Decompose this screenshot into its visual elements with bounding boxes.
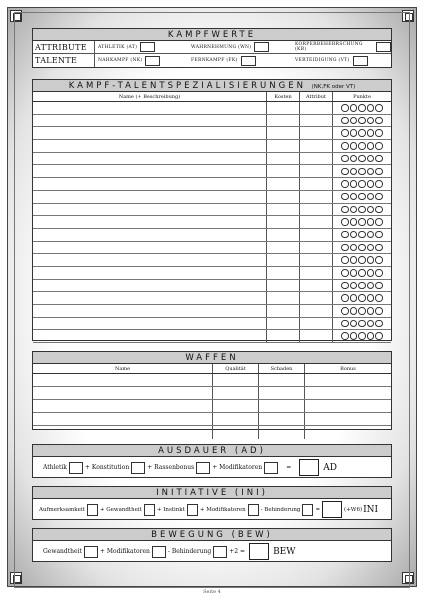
talent-attribut-cell[interactable]: [300, 280, 333, 292]
modifikatoren-input[interactable]: [152, 546, 166, 558]
punkt-circle[interactable]: [375, 231, 383, 239]
waffe-bonus-cell[interactable]: [305, 400, 391, 412]
talent-name-cell[interactable]: [33, 102, 267, 114]
formula-behinderung: - Behinderung: [260, 506, 301, 513]
nahkampf-label: NAHKAMPF (NK): [98, 58, 143, 63]
bewegung-result-field[interactable]: [249, 543, 269, 560]
koerperbeherrschung-label: KÖRPERBEHERRSCHUNG (KB): [295, 42, 363, 52]
talent-kosten-cell[interactable]: [267, 178, 300, 190]
talent-row: [33, 127, 391, 140]
gewandtheit-input[interactable]: [84, 546, 98, 558]
verteidigung-label: VERTEIDIGUNG (VT): [295, 58, 350, 63]
wahrnehmung-field[interactable]: [254, 42, 269, 52]
formula-equals: =: [315, 506, 321, 513]
formula-modifikatoren: + Modifikatoren: [212, 464, 263, 471]
punkt-circle[interactable]: [350, 332, 358, 340]
talent-attribut-cell[interactable]: [300, 267, 333, 279]
talent-kosten-cell[interactable]: [267, 330, 300, 342]
punkt-circle[interactable]: [350, 206, 358, 214]
formula-aufmerksamkeit: Aufmerksamkeit: [39, 506, 85, 513]
formula-modifikatoren: + Modifikatoren: [199, 506, 246, 513]
waffe-qualitaet-cell[interactable]: [213, 400, 259, 412]
punkt-circle[interactable]: [375, 129, 383, 137]
talent-attribut-cell[interactable]: [300, 191, 333, 203]
waffe-schaden-cell[interactable]: [259, 400, 305, 412]
fernkampf-field[interactable]: [241, 56, 256, 66]
waffe-qualitaet-cell[interactable]: [213, 374, 259, 386]
punkt-circle[interactable]: [350, 218, 358, 226]
punkt-circle[interactable]: [367, 231, 375, 239]
rassenbonus-input[interactable]: [196, 462, 210, 474]
talent-row: [33, 140, 391, 153]
punkt-circle[interactable]: [350, 256, 358, 264]
punkt-circle[interactable]: [358, 206, 366, 214]
talent-name-cell[interactable]: [33, 115, 267, 127]
col-bonus: Bonus: [340, 366, 356, 372]
punkt-circle[interactable]: [367, 206, 375, 214]
punkt-circle[interactable]: [375, 117, 383, 125]
talent-attribut-cell[interactable]: [300, 330, 333, 342]
talent-attribut-cell[interactable]: [300, 115, 333, 127]
talent-punkte-cell: [333, 242, 391, 254]
fernkampf-label: FERNKAMPF (FK): [191, 58, 238, 63]
waffe-name-cell[interactable]: [33, 374, 213, 386]
talent-row: [33, 115, 391, 128]
punkt-circle[interactable]: [358, 117, 366, 125]
talent-attribut-cell[interactable]: [300, 229, 333, 241]
page-number: Seite 4: [203, 589, 221, 595]
punkt-circle[interactable]: [350, 129, 358, 137]
punkt-circle[interactable]: [367, 180, 375, 188]
punkt-circle[interactable]: [375, 256, 383, 264]
waffe-qualitaet-cell[interactable]: [213, 413, 259, 425]
talent-name-cell[interactable]: [33, 254, 267, 266]
col-schaden: Schaden: [259, 364, 305, 373]
punkt-circle[interactable]: [367, 294, 375, 302]
punkt-circle[interactable]: [367, 244, 375, 252]
talent-row: [33, 191, 391, 204]
talent-kosten-cell[interactable]: [267, 267, 300, 279]
ausdauer-result-field[interactable]: [299, 459, 319, 476]
punkt-circle[interactable]: [358, 129, 366, 137]
talente-rows: [33, 102, 391, 343]
punkt-circle[interactable]: [367, 218, 375, 226]
punkt-circle[interactable]: [350, 307, 358, 315]
waffe-schaden-cell[interactable]: [259, 387, 305, 399]
talent-punkte-cell: [333, 267, 391, 279]
talent-punkte-cell: [333, 280, 391, 292]
talent-row: [33, 242, 391, 255]
punkt-circle[interactable]: [341, 231, 349, 239]
punkt-circle[interactable]: [358, 155, 366, 163]
punkt-circle[interactable]: [341, 180, 349, 188]
talent-name-cell[interactable]: [33, 178, 267, 190]
talent-row: [33, 318, 391, 331]
talent-name-cell[interactable]: [33, 280, 267, 292]
talent-punkte-cell: [333, 216, 391, 228]
talent-row: [33, 292, 391, 305]
talent-attribut-cell[interactable]: [300, 140, 333, 152]
talent-row: [33, 102, 391, 115]
col-kosten: Kosten: [267, 92, 300, 101]
talent-row: [33, 204, 391, 217]
waffe-schaden-cell[interactable]: [259, 413, 305, 425]
punkt-circle[interactable]: [367, 129, 375, 137]
col-name: Name (+ Beschreibung): [33, 92, 267, 101]
talent-kosten-cell[interactable]: [267, 280, 300, 292]
waffe-row: [33, 387, 391, 400]
talente-header: [33, 92, 391, 102]
col-qualitaet: Qualität: [213, 364, 259, 373]
punkt-circle[interactable]: [367, 332, 375, 340]
punkt-circle[interactable]: [375, 332, 383, 340]
punkt-circle[interactable]: [375, 218, 383, 226]
attribute-label: ATTRIBUTE: [33, 41, 95, 53]
talent-punkte-cell: [333, 292, 391, 304]
athletik-label: ATHLETIK (AT): [98, 44, 138, 50]
formula-modifikatoren: + Modifikatoren: [99, 548, 150, 555]
talent-name-cell[interactable]: [33, 216, 267, 228]
initiative-formula: [33, 499, 391, 520]
talent-attribut-cell[interactable]: [300, 102, 333, 114]
talent-row: [33, 229, 391, 242]
modifikatoren-input[interactable]: [248, 504, 259, 516]
waffe-row: [33, 374, 391, 387]
punkt-circle[interactable]: [358, 142, 366, 150]
punkt-circle[interactable]: [367, 168, 375, 176]
formula-athletik: Athletik: [43, 464, 67, 471]
talente-label: TALENTE: [33, 54, 95, 67]
talent-punkte-cell: [333, 153, 391, 165]
punkt-circle[interactable]: [375, 142, 383, 150]
talent-punkte-cell: [333, 204, 391, 216]
talent-kosten-cell[interactable]: [267, 191, 300, 203]
waffe-name-cell[interactable]: [33, 387, 213, 399]
behinderung-input[interactable]: [302, 504, 313, 516]
bewegung-formula: [33, 541, 391, 562]
verteidigung-field[interactable]: [353, 56, 368, 66]
waffen-header: [33, 364, 391, 374]
talent-kosten-cell[interactable]: [267, 204, 300, 216]
initiative-section: [32, 486, 392, 520]
punkt-circle[interactable]: [358, 180, 366, 188]
talent-row: [33, 305, 391, 318]
talent-name-cell[interactable]: [33, 204, 267, 216]
punkt-circle[interactable]: [358, 282, 366, 290]
punkt-circle[interactable]: [358, 231, 366, 239]
talent-row: [33, 254, 391, 267]
talent-kosten-cell[interactable]: [267, 305, 300, 317]
punkt-circle[interactable]: [367, 282, 375, 290]
talent-kosten-cell[interactable]: [267, 242, 300, 254]
punkt-circle[interactable]: [375, 320, 383, 328]
waffe-name-cell[interactable]: [33, 426, 213, 439]
ausdauer-result-label: AD: [323, 462, 337, 473]
waffe-name-cell[interactable]: [33, 400, 213, 412]
talent-attribut-cell[interactable]: [300, 153, 333, 165]
kampfwerte-section: [32, 28, 392, 68]
punkt-circle[interactable]: [350, 294, 358, 302]
talent-attribut-cell[interactable]: [300, 242, 333, 254]
kampfwerte-title: KAMPFWERTE: [33, 29, 391, 41]
punkt-circle[interactable]: [375, 206, 383, 214]
punkt-circle[interactable]: [367, 142, 375, 150]
koerperbeherrschung-field[interactable]: [376, 42, 391, 52]
talent-row: [33, 153, 391, 166]
formula-gewandtheit: Gewandtheit: [43, 548, 82, 555]
talent-kosten-cell[interactable]: [267, 115, 300, 127]
talente-title: KAMPF-TALENTSPEZIALISIERUNGEN (NK,FK oder VT): [33, 80, 391, 92]
punkt-circle[interactable]: [358, 244, 366, 252]
talent-punkte-cell: [333, 305, 391, 317]
punkt-circle[interactable]: [341, 244, 349, 252]
punkt-circle[interactable]: [367, 269, 375, 277]
punkt-circle[interactable]: [358, 104, 366, 112]
talent-row: [33, 178, 391, 191]
formula-equals: =: [286, 464, 292, 471]
punkt-circle[interactable]: [367, 256, 375, 264]
wahrnehmung-label: WAHRNEHMUNG (WN): [191, 44, 252, 50]
waffe-bonus-cell[interactable]: [305, 387, 391, 399]
talent-row: [33, 216, 391, 229]
punkt-circle[interactable]: [358, 218, 366, 226]
talent-kosten-cell[interactable]: [267, 229, 300, 241]
waffen-rows: [33, 374, 391, 439]
aufmerksamkeit-input[interactable]: [87, 504, 98, 516]
punkt-circle[interactable]: [375, 282, 383, 290]
waffe-bonus-cell[interactable]: [305, 413, 391, 425]
punkt-circle[interactable]: [367, 117, 375, 125]
punkt-circle[interactable]: [341, 142, 349, 150]
talent-row: [33, 330, 391, 343]
talent-name-cell[interactable]: [33, 242, 267, 254]
talent-name-cell[interactable]: [33, 127, 267, 139]
punkt-circle[interactable]: [341, 307, 349, 315]
punkt-circle[interactable]: [341, 218, 349, 226]
talent-name-cell[interactable]: [33, 191, 267, 203]
talent-attribut-cell[interactable]: [300, 305, 333, 317]
talent-punkte-cell: [333, 330, 391, 342]
talent-name-cell[interactable]: [33, 267, 267, 279]
punkt-circle[interactable]: [341, 155, 349, 163]
punkt-circle[interactable]: [358, 269, 366, 277]
talent-kosten-cell[interactable]: [267, 102, 300, 114]
punkt-circle[interactable]: [341, 117, 349, 125]
punkt-circle[interactable]: [341, 269, 349, 277]
talent-row: [33, 165, 391, 178]
athletik-input[interactable]: [69, 462, 83, 474]
col-punkte: Punkte: [353, 93, 371, 100]
col-attribut: Attribut: [300, 92, 333, 101]
punkt-circle[interactable]: [367, 307, 375, 315]
formula-behinderung: - Behinderung: [167, 548, 212, 555]
punkt-circle[interactable]: [350, 244, 358, 252]
ausdauer-title: AUSDAUER (AD): [33, 445, 391, 457]
punkt-circle[interactable]: [341, 282, 349, 290]
punkt-circle[interactable]: [375, 155, 383, 163]
talent-name-cell[interactable]: [33, 305, 267, 317]
talent-attribut-cell[interactable]: [300, 127, 333, 139]
punkt-circle[interactable]: [341, 129, 349, 137]
talent-row: [33, 267, 391, 280]
talent-attribut-cell[interactable]: [300, 165, 333, 177]
talent-kosten-cell[interactable]: [267, 254, 300, 266]
punkt-circle[interactable]: [367, 320, 375, 328]
initiative-title: INITIATIVE (INI): [33, 487, 391, 499]
waffe-schaden-cell[interactable]: [259, 374, 305, 386]
modifikatoren-input[interactable]: [264, 462, 278, 474]
punkt-circle[interactable]: [350, 168, 358, 176]
punkt-circle[interactable]: [341, 256, 349, 264]
punkt-circle[interactable]: [350, 155, 358, 163]
talent-name-cell[interactable]: [33, 165, 267, 177]
talent-name-cell[interactable]: [33, 140, 267, 152]
talent-attribut-cell[interactable]: [300, 292, 333, 304]
punkt-circle[interactable]: [367, 155, 375, 163]
punkt-circle[interactable]: [367, 193, 375, 201]
konstitution-input[interactable]: [131, 462, 145, 474]
attribute-row: [33, 41, 391, 54]
bewegung-title: BEWEGUNG (BEW): [33, 529, 391, 541]
talent-name-cell[interactable]: [33, 330, 267, 342]
talent-row: [33, 280, 391, 293]
formula-konstitution: + Konstitution: [84, 464, 130, 471]
punkt-circle[interactable]: [358, 193, 366, 201]
talent-kosten-cell[interactable]: [267, 318, 300, 330]
waffe-qualitaet-cell[interactable]: [213, 426, 259, 439]
athletik-field[interactable]: [140, 42, 155, 52]
talent-punkte-cell: [333, 127, 391, 139]
punkt-circle[interactable]: [375, 104, 383, 112]
punkt-circle[interactable]: [350, 180, 358, 188]
initiative-result-field[interactable]: [322, 501, 342, 518]
punkt-circle[interactable]: [358, 256, 366, 264]
waffe-row: [33, 400, 391, 413]
talent-punkte-cell: [333, 191, 391, 203]
punkt-circle[interactable]: [358, 320, 366, 328]
punkt-circle[interactable]: [375, 193, 383, 201]
formula-gewandtheit: + Gewandtheit: [99, 506, 142, 513]
talent-spezialisierungen-section: [32, 79, 392, 341]
talent-kosten-cell[interactable]: [267, 165, 300, 177]
punkt-circle[interactable]: [358, 294, 366, 302]
talent-name-cell[interactable]: [33, 318, 267, 330]
punkt-circle[interactable]: [341, 294, 349, 302]
punkt-circle[interactable]: [350, 320, 358, 328]
formula-plus-two: +2 =: [229, 548, 246, 555]
punkt-circle[interactable]: [341, 320, 349, 328]
formula-instinkt: + Instinkt: [156, 506, 185, 513]
talent-kosten-cell[interactable]: [267, 153, 300, 165]
initiative-result-label: INI: [363, 504, 379, 515]
waffe-row: [33, 413, 391, 426]
talent-punkte-cell: [333, 318, 391, 330]
punkt-circle[interactable]: [350, 142, 358, 150]
punkt-circle[interactable]: [350, 193, 358, 201]
ausdauer-formula: [33, 457, 391, 478]
punkt-circle[interactable]: [341, 206, 349, 214]
punkt-circle[interactable]: [375, 307, 383, 315]
waffe-schaden-cell[interactable]: [259, 426, 305, 439]
punkt-circle[interactable]: [358, 168, 366, 176]
waffe-bonus-cell[interactable]: [305, 374, 391, 386]
talent-punkte-cell: [333, 140, 391, 152]
talent-attribut-cell[interactable]: [300, 216, 333, 228]
talent-punkte-cell: [333, 115, 391, 127]
punkt-circle[interactable]: [341, 104, 349, 112]
bewegung-result-label: BEW: [273, 546, 296, 557]
formula-rassenbonus: + Rassenbonus: [147, 464, 195, 471]
punkt-circle[interactable]: [341, 168, 349, 176]
talent-kosten-cell[interactable]: [267, 127, 300, 139]
talent-attribut-cell[interactable]: [300, 204, 333, 216]
talent-punkte-cell: [333, 178, 391, 190]
punkt-circle[interactable]: [341, 332, 349, 340]
punkt-circle[interactable]: [350, 117, 358, 125]
nahkampf-field[interactable]: [145, 56, 160, 66]
punkt-circle[interactable]: [350, 231, 358, 239]
punkt-circle[interactable]: [375, 244, 383, 252]
punkt-circle[interactable]: [375, 168, 383, 176]
waffe-qualitaet-cell[interactable]: [213, 387, 259, 399]
talent-punkte-cell: [333, 102, 391, 114]
punkt-circle[interactable]: [350, 282, 358, 290]
formula-w6: (+W6): [344, 506, 363, 513]
behinderung-input[interactable]: [213, 546, 227, 558]
punkt-circle[interactable]: [350, 269, 358, 277]
talent-punkte-cell: [333, 165, 391, 177]
instinkt-input[interactable]: [187, 504, 198, 516]
talente-row: [33, 54, 391, 67]
punkt-circle[interactable]: [358, 332, 366, 340]
talent-attribut-cell[interactable]: [300, 178, 333, 190]
talent-punkte-cell: [333, 254, 391, 266]
punkt-circle[interactable]: [375, 269, 383, 277]
waffe-name-cell[interactable]: [33, 413, 213, 425]
punkt-circle[interactable]: [350, 104, 358, 112]
talent-attribut-cell[interactable]: [300, 318, 333, 330]
punkt-circle[interactable]: [341, 193, 349, 201]
waffe-row: [33, 426, 391, 439]
talent-name-cell[interactable]: [33, 292, 267, 304]
ausdauer-section: [32, 444, 392, 478]
talent-attribut-cell[interactable]: [300, 254, 333, 266]
talent-kosten-cell[interactable]: [267, 216, 300, 228]
waffe-bonus-cell[interactable]: [305, 426, 391, 439]
talent-kosten-cell[interactable]: [267, 292, 300, 304]
punkt-circle[interactable]: [375, 294, 383, 302]
talent-name-cell[interactable]: [33, 229, 267, 241]
talent-name-cell[interactable]: [33, 153, 267, 165]
punkt-circle[interactable]: [358, 307, 366, 315]
punkt-circle[interactable]: [375, 180, 383, 188]
talent-punkte-cell: [333, 229, 391, 241]
gewandtheit-input[interactable]: [144, 504, 155, 516]
col-waffe-name: Name: [33, 364, 213, 373]
talent-kosten-cell[interactable]: [267, 140, 300, 152]
punkt-circle[interactable]: [367, 104, 375, 112]
waffen-section: [32, 351, 392, 430]
bewegung-section: [32, 528, 392, 562]
waffen-title: WAFFEN: [33, 352, 391, 364]
